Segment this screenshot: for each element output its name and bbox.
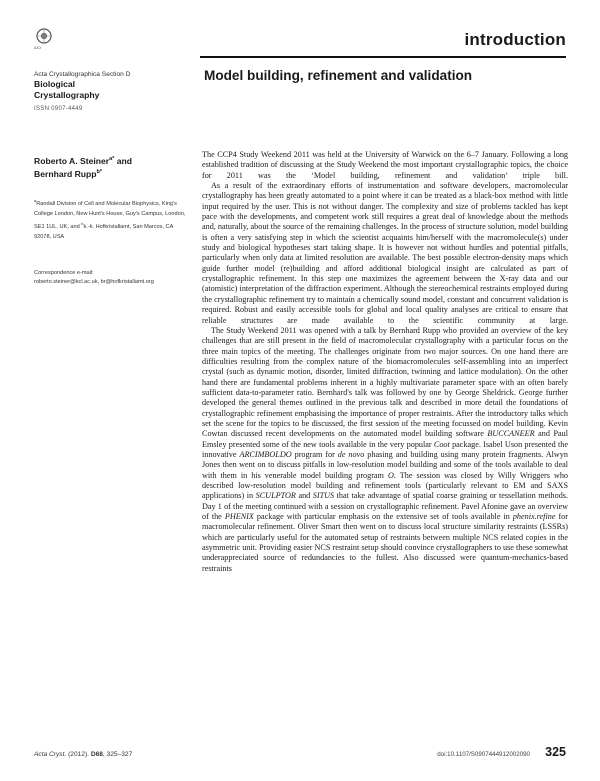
author-affiliation-mark: b* bbox=[96, 168, 103, 175]
author-name: Roberto A. Steiner bbox=[34, 155, 110, 166]
body-text-run: package with particular emphasis on the extensive set of tools available in bbox=[253, 512, 513, 522]
software-name: BUCCANEER bbox=[487, 429, 535, 439]
author-list bbox=[34, 154, 184, 180]
body-text-run: program for bbox=[291, 449, 338, 459]
body-paragraph: The CCP4 Study Weekend 2011 was held at the University of Warwick on the 6–7 January. Following a long established tradition of discussing at the Study Weekend the most important crystallographic topics, the choice for 2011 was the ‘Model building, refinement and validation’ triple bill. bbox=[202, 150, 568, 180]
journal-name bbox=[34, 79, 184, 101]
software-name: PHENIX bbox=[224, 512, 254, 522]
body-text-run: and Paul Emsley presented some of the new tools available in the very popular bbox=[202, 429, 568, 449]
affiliation-mark: b bbox=[81, 221, 84, 227]
article-title: Model building, refinement and validation bbox=[204, 68, 473, 83]
affiliation-text: Randall Division of Cell and Molecular Biophysics, King's College London, New Hunt's House, Guy's Campus, London, SE1 1UL, UK, and bbox=[34, 200, 186, 231]
correspondence-label: Correspondence e-mail: bbox=[34, 270, 94, 276]
body-text-run: that take advantage of spatial coarse graining or tessellation methods. Day 1 of the meeting continued with a session on crystallographic refinement. Pavel Afonine gave an overview of the bbox=[202, 491, 569, 522]
page-number: 325 bbox=[545, 745, 566, 759]
iucr-logo-label: IUCr bbox=[34, 46, 42, 50]
header-rule bbox=[200, 56, 566, 58]
author-conjunction: and bbox=[114, 155, 132, 166]
correspondence bbox=[34, 269, 194, 288]
footer-journal: Acta Cryst. bbox=[34, 751, 67, 758]
body-text-run: phasing and building using many protein fragments. Alwyn Jones then went on to discuss pitfalls in low-resolution model building and some of the tools available to deal with them in his venerable model building program bbox=[202, 449, 568, 480]
software-name: O bbox=[387, 470, 394, 480]
software-name: Coot bbox=[433, 439, 450, 449]
software-name: ARCIMBOLDO bbox=[239, 449, 292, 459]
footer-year: (2012). bbox=[66, 751, 91, 758]
author-affiliation-mark: a* bbox=[109, 156, 115, 162]
body-text-run: The Study Weekend 2011 was opened with a talk by Bernhard Rupp who provided an overview of the key challenges that are still present in the field of macromolecular crystallography with a particular focus on the three main topics of the meeting. The challenges originate from two major sources. On one hand there are difficulties resulting from the complex nature of the biomacromolecules self-assembling into an imperfect crystal (such as dynamic motion, disorder, limited diffraction, twinning and lattice modulation). On the other hand there are fundamental problems inherent in a highly multivariate parameter space with an often barely sufficient data-to-parameter ratio. Bernhard's talk was followed by one by George Sheldrick. George further developed the general themes outlined in the previous talk and described in more detail the foundations of crystallographic refinement emphasising the importance of proper restraints. After the introductory talks which set the scene for the topics to be discussed, the first session of the meeting focussed on model building. Kevin Cowtan discussed recent developments on the automated model building software bbox=[202, 325, 568, 439]
section-heading: introduction bbox=[464, 30, 566, 49]
journal-name-line2: Crystallography bbox=[34, 90, 100, 100]
body-text-run: for macromolecular refinement. Oliver Smart then went on to discuss local structure similarity restraints (LSSRs) which are particularly useful for the automated setup of restraints between multiple NCS related copies in the asymmetric unit. Providing easier NCS restraint setup should convince crystallographers to use these somewhat underappreciated source of redundancies to the fullest. Also discussed were quantum-mechanics-based restraints bbox=[202, 512, 568, 573]
software-name: SITUS bbox=[312, 491, 335, 501]
footer-doi[interactable]: doi:10.1107/S0907444912002090 bbox=[437, 751, 530, 758]
footer-pages: , 325–327 bbox=[102, 751, 133, 758]
author-name: Bernhard Rupp bbox=[34, 168, 97, 179]
body-text-run: and bbox=[295, 491, 313, 501]
affiliation-mark: a bbox=[34, 198, 37, 203]
journal-issn: ISSN 0907-4449 bbox=[34, 106, 83, 112]
affiliation-text: k.-k. Hofkristallamt, San Marcos, CA 92078, USA bbox=[34, 224, 174, 241]
iucr-logo-icon bbox=[34, 27, 54, 45]
footer-citation bbox=[34, 751, 132, 758]
footer-volume: D68 bbox=[90, 751, 103, 758]
software-name: SCULPTOR bbox=[255, 491, 296, 501]
correspondence-emails[interactable]: roberto.steiner@kcl.ac.uk, br@hofkristallamt.org bbox=[34, 279, 154, 286]
journal-series: Acta Crystallographica Section D bbox=[34, 71, 131, 78]
article-body bbox=[202, 150, 568, 574]
journal-name-line1: Biological bbox=[34, 79, 76, 89]
journal-info bbox=[34, 71, 184, 112]
body-text-run: . The session was closed by Willy Wriggers who described low-resolution model building and refinement tools (particularly relevant to EM and SAXS applications) in bbox=[202, 470, 569, 501]
latin-term: de novo bbox=[337, 449, 365, 459]
body-paragraph bbox=[202, 326, 568, 574]
iucr-logo bbox=[34, 27, 54, 51]
body-paragraph: As a result of the extraordinary efforts of instrumentation and software developers, macromolecular crystallography has been greatly automated to a point where it can be treated as a black-box method with little input required by the user. This is not without danger. The complexity and size of problems tackled has kept pace with the developments, and competent work still requires a great deal of knowledge about the methods and, naturally, about the source of the remaining challenges. In the process of structure solution, model building is often a very satisfying step in which the scientist acquaints him/herself with the macromolecule(s) under study and biological hypotheses start taking shape. It is however not without hurdles and potential pitfalls, particularly when only data at limited resolution are available. The best possible electron-density maps which guide further model (re)building and afford additional biological insight are calculated as part of crystallographic refinement. In this step one maximizes the agreement between the X-ray data and our (atomistic) interpretation of the diffraction experiment. Although the stereochemical restraints employed during the crystallographic refinement try to maintain a chemically sound model, constant and concurrent validation is required. Robust and easily accessible tools for global and local quality analyses are critical to ensure that reliable structures are made available to the scientific community at large. bbox=[202, 181, 568, 325]
software-name: phenix.refine bbox=[512, 512, 556, 522]
body-text-run: package. Isabel Uson presented the innovative bbox=[202, 439, 568, 459]
affiliations bbox=[34, 196, 186, 243]
